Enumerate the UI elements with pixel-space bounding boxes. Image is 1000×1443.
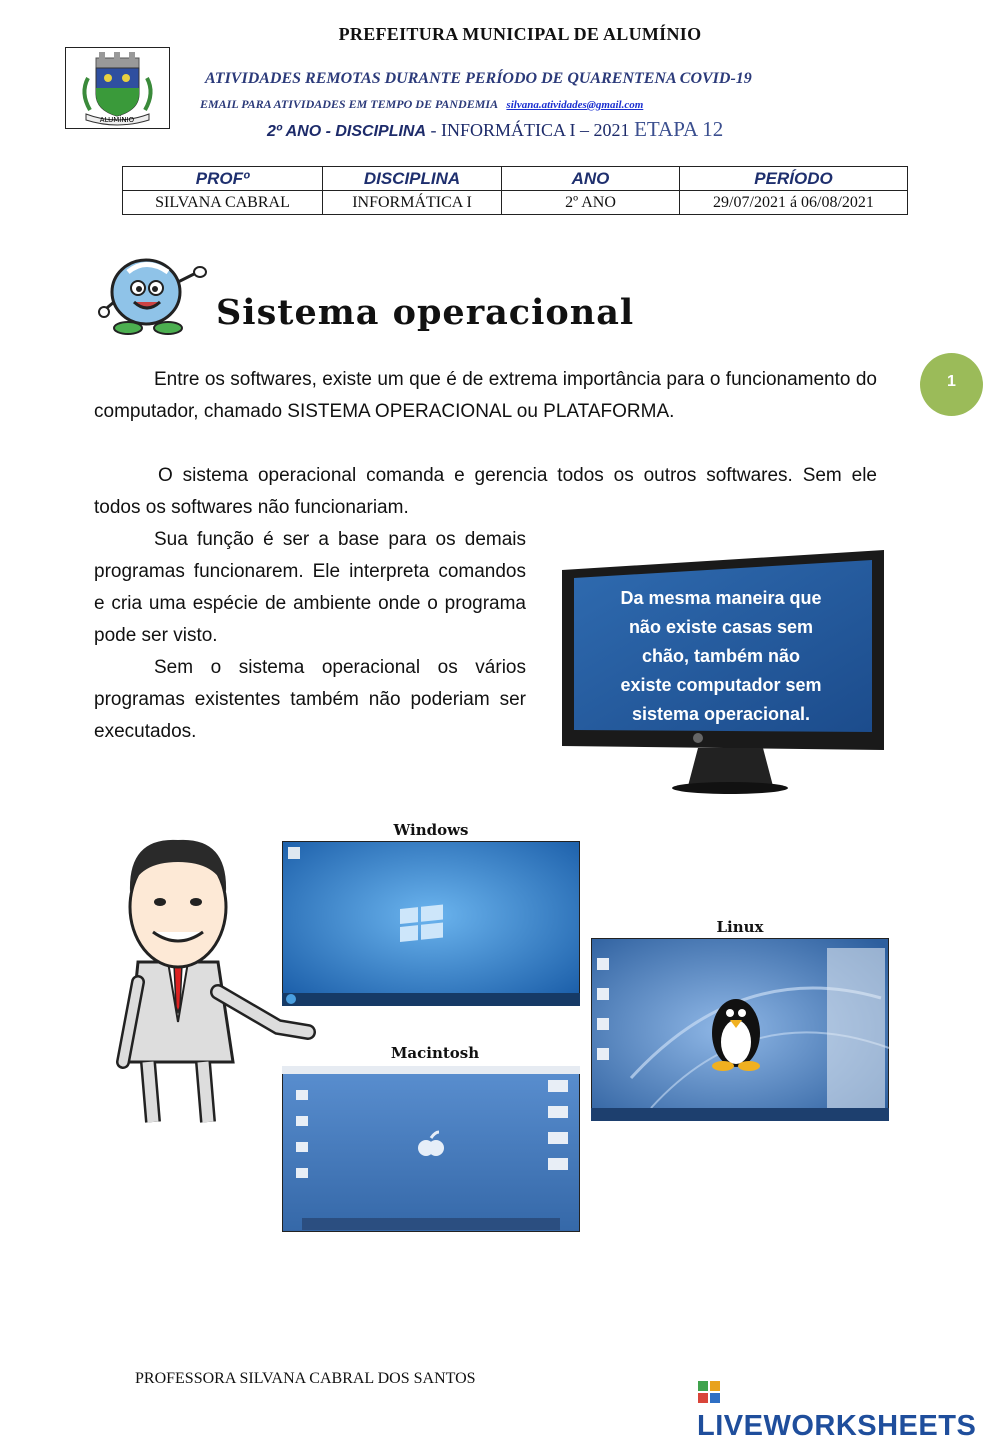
page-number-badge[interactable]: 1 — [920, 353, 983, 416]
header-title: PREFEITURA MUNICIPAL DE ALUMÍNIO — [338, 24, 702, 44]
grade-discipline: 2º ANO - DISCIPLINA — [267, 123, 427, 140]
paragraph-1: Entre os softwares, existe um que é de extrema importância para o funcionamento do computador, chamado SISTEMA OPERACIONAL ou PLATAFORMA. — [94, 369, 877, 422]
liveworksheets-brand[interactable] — [697, 1377, 1000, 1443]
monitor-line-3: chão, também não — [641, 646, 801, 666]
windows-label: Windows — [393, 821, 469, 839]
header-course-line — [267, 117, 723, 142]
footer-teacher-name: PROFESSORA SILVANA CABRAL DOS SANTOS — [135, 1370, 476, 1387]
paragraph-2: O sistema operacional comanda e gerencia todos os outros softwares. Sem ele todos os softwares não funcionariam. — [94, 465, 877, 518]
email-label: EMAIL PARA ATIVIDADES EM TEMPO DE PANDEMIA — [200, 97, 498, 111]
header-cell-discipline: DISCIPLINA — [323, 167, 502, 191]
liveworksheets-logo-icon — [698, 1381, 720, 1403]
paragraph-4: Sem o sistema operacional os vários programas existentes também não poderiam ser executados. — [94, 657, 526, 742]
value-cell-period: 29/07/2021 á 06/08/2021 — [680, 191, 908, 215]
linux-label: Linux — [716, 918, 764, 936]
logo-text: ALUMÍNIO — [99, 116, 135, 124]
mascot-illustration — [98, 252, 208, 337]
stage-label: ETAPA 12 — [634, 117, 724, 141]
header-cell-year: ANO — [502, 167, 680, 191]
linux-screenshot — [591, 938, 889, 1121]
paragraph-3: Sua função é ser a base para os demais programas funcionarem. Ele interpreta comandos e cria uma espécie de ambiente onde o programa pode ser visto. — [94, 529, 526, 646]
windows-screenshot — [282, 841, 580, 1006]
info-table — [122, 166, 908, 215]
info-table-header-row — [123, 167, 908, 191]
brand-text: LIVEWORKSHEETS — [697, 1410, 977, 1442]
mac-screenshot — [282, 1066, 580, 1232]
header-subtitle: ATIVIDADES REMOTAS DURANTE PERÍODO DE QUARENTENA COVID-19 — [205, 70, 752, 87]
value-cell-discipline: INFORMÁTICA I — [323, 191, 502, 215]
monitor-line-1: Da mesma maneira que — [620, 588, 822, 608]
email-link[interactable]: silvana.atividades@gmail.com — [506, 99, 644, 111]
monitor-line-5: sistema operacional. — [631, 704, 811, 724]
header-cell-teacher: PROFº — [123, 167, 323, 191]
course-name: - INFORMÁTICA I – 2021 — [430, 120, 630, 140]
monitor-line-2: não existe casas sem — [628, 617, 814, 637]
header-cell-period: PERÍODO — [680, 167, 908, 191]
monitor-quote — [585, 584, 857, 729]
value-cell-teacher: SILVANA CABRAL — [123, 191, 323, 215]
municipal-logo — [65, 47, 170, 129]
info-table-value-row — [123, 191, 908, 215]
value-cell-year: 2º ANO — [502, 191, 680, 215]
monitor-line-4: existe computador sem — [620, 675, 822, 695]
header-email-line — [200, 97, 643, 112]
mac-label: Macintosh — [390, 1044, 480, 1062]
page-title: Sistema operacional — [216, 292, 635, 333]
